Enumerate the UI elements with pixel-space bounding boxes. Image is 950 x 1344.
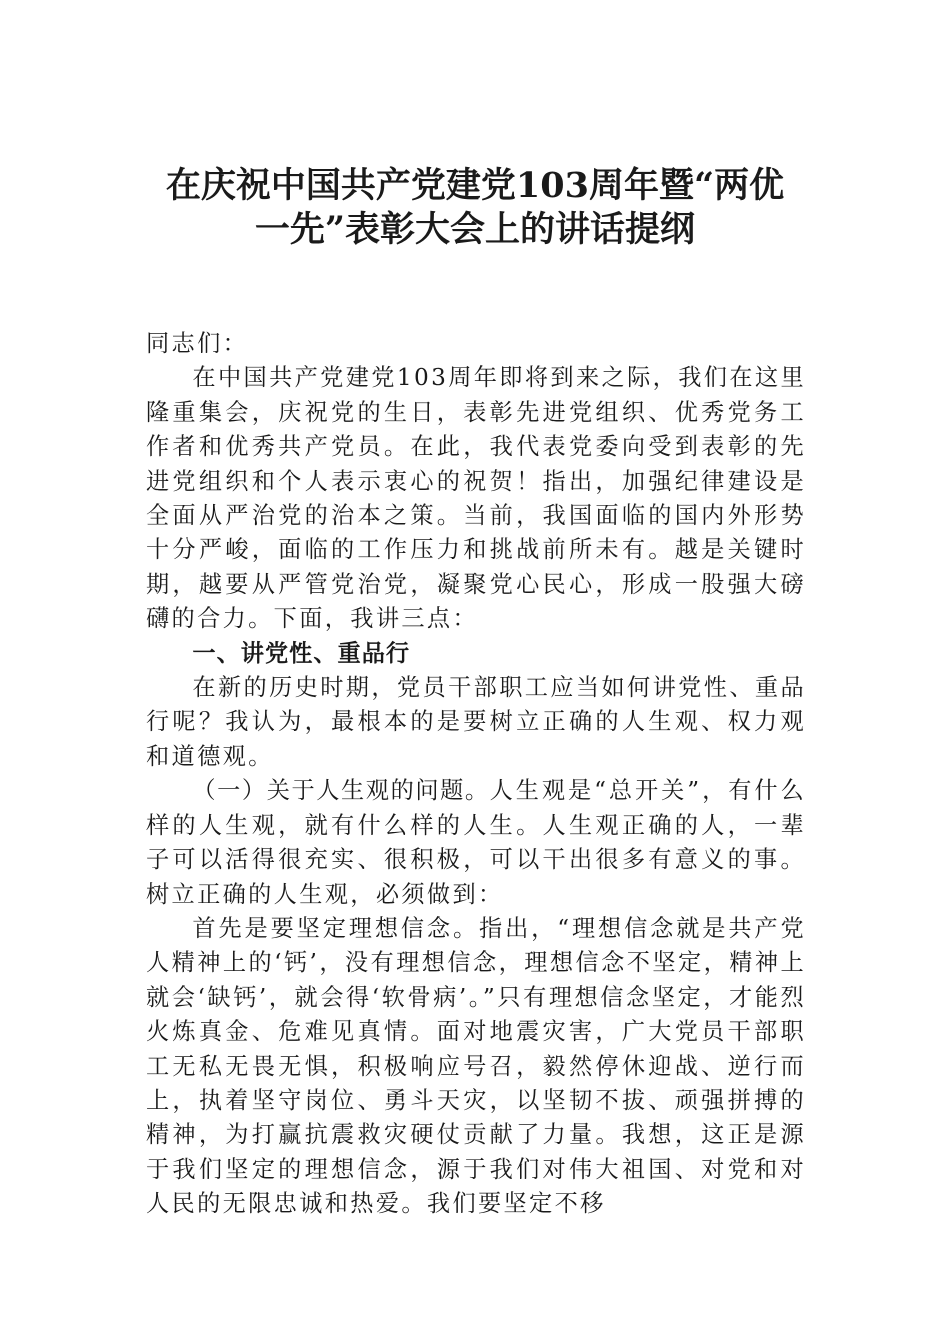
salutation: 同志们： <box>146 330 249 357</box>
document-body <box>146 327 806 1222</box>
subsection-1-paragraph <box>146 774 806 912</box>
section-1-intro-paragraph: 在新的历史时期，党员干部职工应当如何讲党性、重品行呢？我认为，最根本的是要树立正确的人生观、权力观和道德观。 <box>146 674 806 770</box>
intro-paragraph: 在中国共产党建党103周年即将到来之际，我们在这里隆重集会，庆祝党的生日，表彰先进党组织、优秀党务工作者和优秀共产党员。在此，我代表党委向受到表彰的先进党组织和个人表示衷心的祝贺！指出，加强纪律建设是全面从严治党的治本之策。当前，我国面临的国内外形势十分严峻，面临的工作压力和挑战前所未有。越是关键时期，越要从严管党治党，凝聚党心民心，形成一股强大磅礴的合力。下面，我讲三点： <box>146 364 806 633</box>
firstly-paragraph: 首先是要坚定理想信念。指出，“理想信念就是共产党人精神上的‘钙’，没有理想信念，理想信念不坚定，精神上就会‘缺钙’，就会得‘软骨病’。”只有理想信念坚定，才能烈火炼真金、危难见真情。面对地震灾害，广大党员干部职工无私无畏无惧，积极响应号召，毅然停休迎战、逆行而上，执着坚守岗位、勇斗天灾，以坚韧不拔、顽强拼搏的精神，为打赢抗震救灾硬仗贡献了力量。我想，这正是源于我们坚定的理想信念，源于我们对伟大祖国、对党和对人民的无限忠诚和热爱。我们要坚定不移 <box>146 914 806 1218</box>
section-1-heading: 一、讲党性、重品行 <box>192 639 411 667</box>
subsection-1-text: 人生观是“总开关”，有什么样的人生观，就有什么样的人生。人生观正确的人，一辈子可以活得很充实、很积极，可以干出很多有意义的事。树立正确的人生观，必须做到： <box>146 777 806 908</box>
document-title-line-2: 一先”表彰大会上的讲话提纲 <box>254 209 696 250</box>
document-title-line-1: 在庆祝中国共产党建党103周年暨“两优 <box>165 165 785 206</box>
subsection-1-heading: （一）关于人生观的问题。 <box>192 777 490 805</box>
